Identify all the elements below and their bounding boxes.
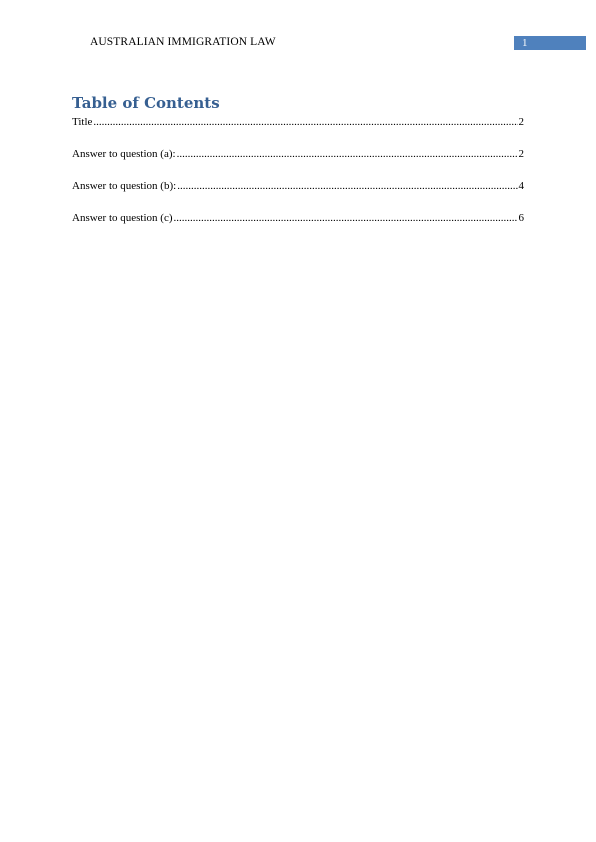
toc-entry-title[interactable] [72,115,524,129]
toc-entry-label: Answer to question (b): [72,180,177,192]
page-number-badge [514,36,586,50]
toc-heading: Table of Contents [72,94,220,112]
toc-dot-leader [177,147,518,161]
toc-entry-label: Answer to question (c) [72,212,173,224]
running-header-title: AUSTRALIAN IMMIGRATION LAW [90,36,276,48]
toc-entry-question-a[interactable] [72,147,524,161]
toc-entry-label: Title [72,116,93,128]
toc-entry-question-b[interactable] [72,179,524,193]
toc-entry-page: 2 [518,116,524,128]
toc-list [72,115,524,243]
toc-entry-page: 4 [518,180,524,192]
toc-dot-leader [174,211,518,225]
toc-entry-page: 2 [518,148,524,160]
toc-entry-question-c[interactable] [72,211,524,225]
toc-entry-label: Answer to question (a): [72,148,176,160]
toc-entry-page: 6 [518,212,524,224]
page-number: 1 [522,37,528,49]
toc-dot-leader [93,115,517,129]
toc-dot-leader [177,179,517,193]
